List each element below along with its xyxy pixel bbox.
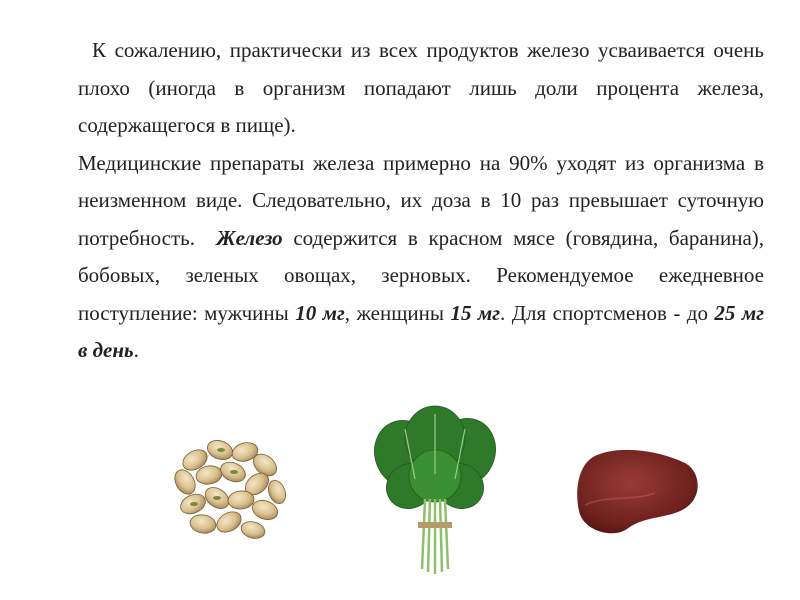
- athletes-dose: 25 мг в день: [78, 300, 764, 362]
- liver-image: [575, 445, 705, 540]
- text-block: [78, 32, 764, 370]
- spinach-image: [370, 404, 500, 580]
- text-segment: . Для спортсменов - до: [500, 300, 708, 325]
- text-segment: , женщины: [344, 300, 445, 325]
- food-pictures: [0, 400, 800, 600]
- text-segment: .: [133, 338, 139, 362]
- pistachios-image: [165, 420, 295, 550]
- text-segment: Медицинские препараты железа примерно на 90% уходят из организма в неизменном виде. Следовательно, их доза в 10 раз превышает суточную потребность.: [78, 150, 764, 250]
- iron-heading: Железо: [216, 225, 283, 250]
- paragraph-intro: К сожалению, практически из всех продуктов железо усваивается очень плохо (иногда в организм попадают лишь доли процента железа, содержащегося в пище).: [78, 38, 764, 137]
- text-segment: содержится в красном мясе (говядина, баранина), бобовых, зеленых овощах, зерновых. Рекомендуемое ежедневное поступление: мужчины: [78, 225, 765, 325]
- paragraph-body: [78, 145, 764, 370]
- men-dose: 10 мг: [295, 300, 345, 325]
- women-dose: 15 мг: [450, 300, 501, 325]
